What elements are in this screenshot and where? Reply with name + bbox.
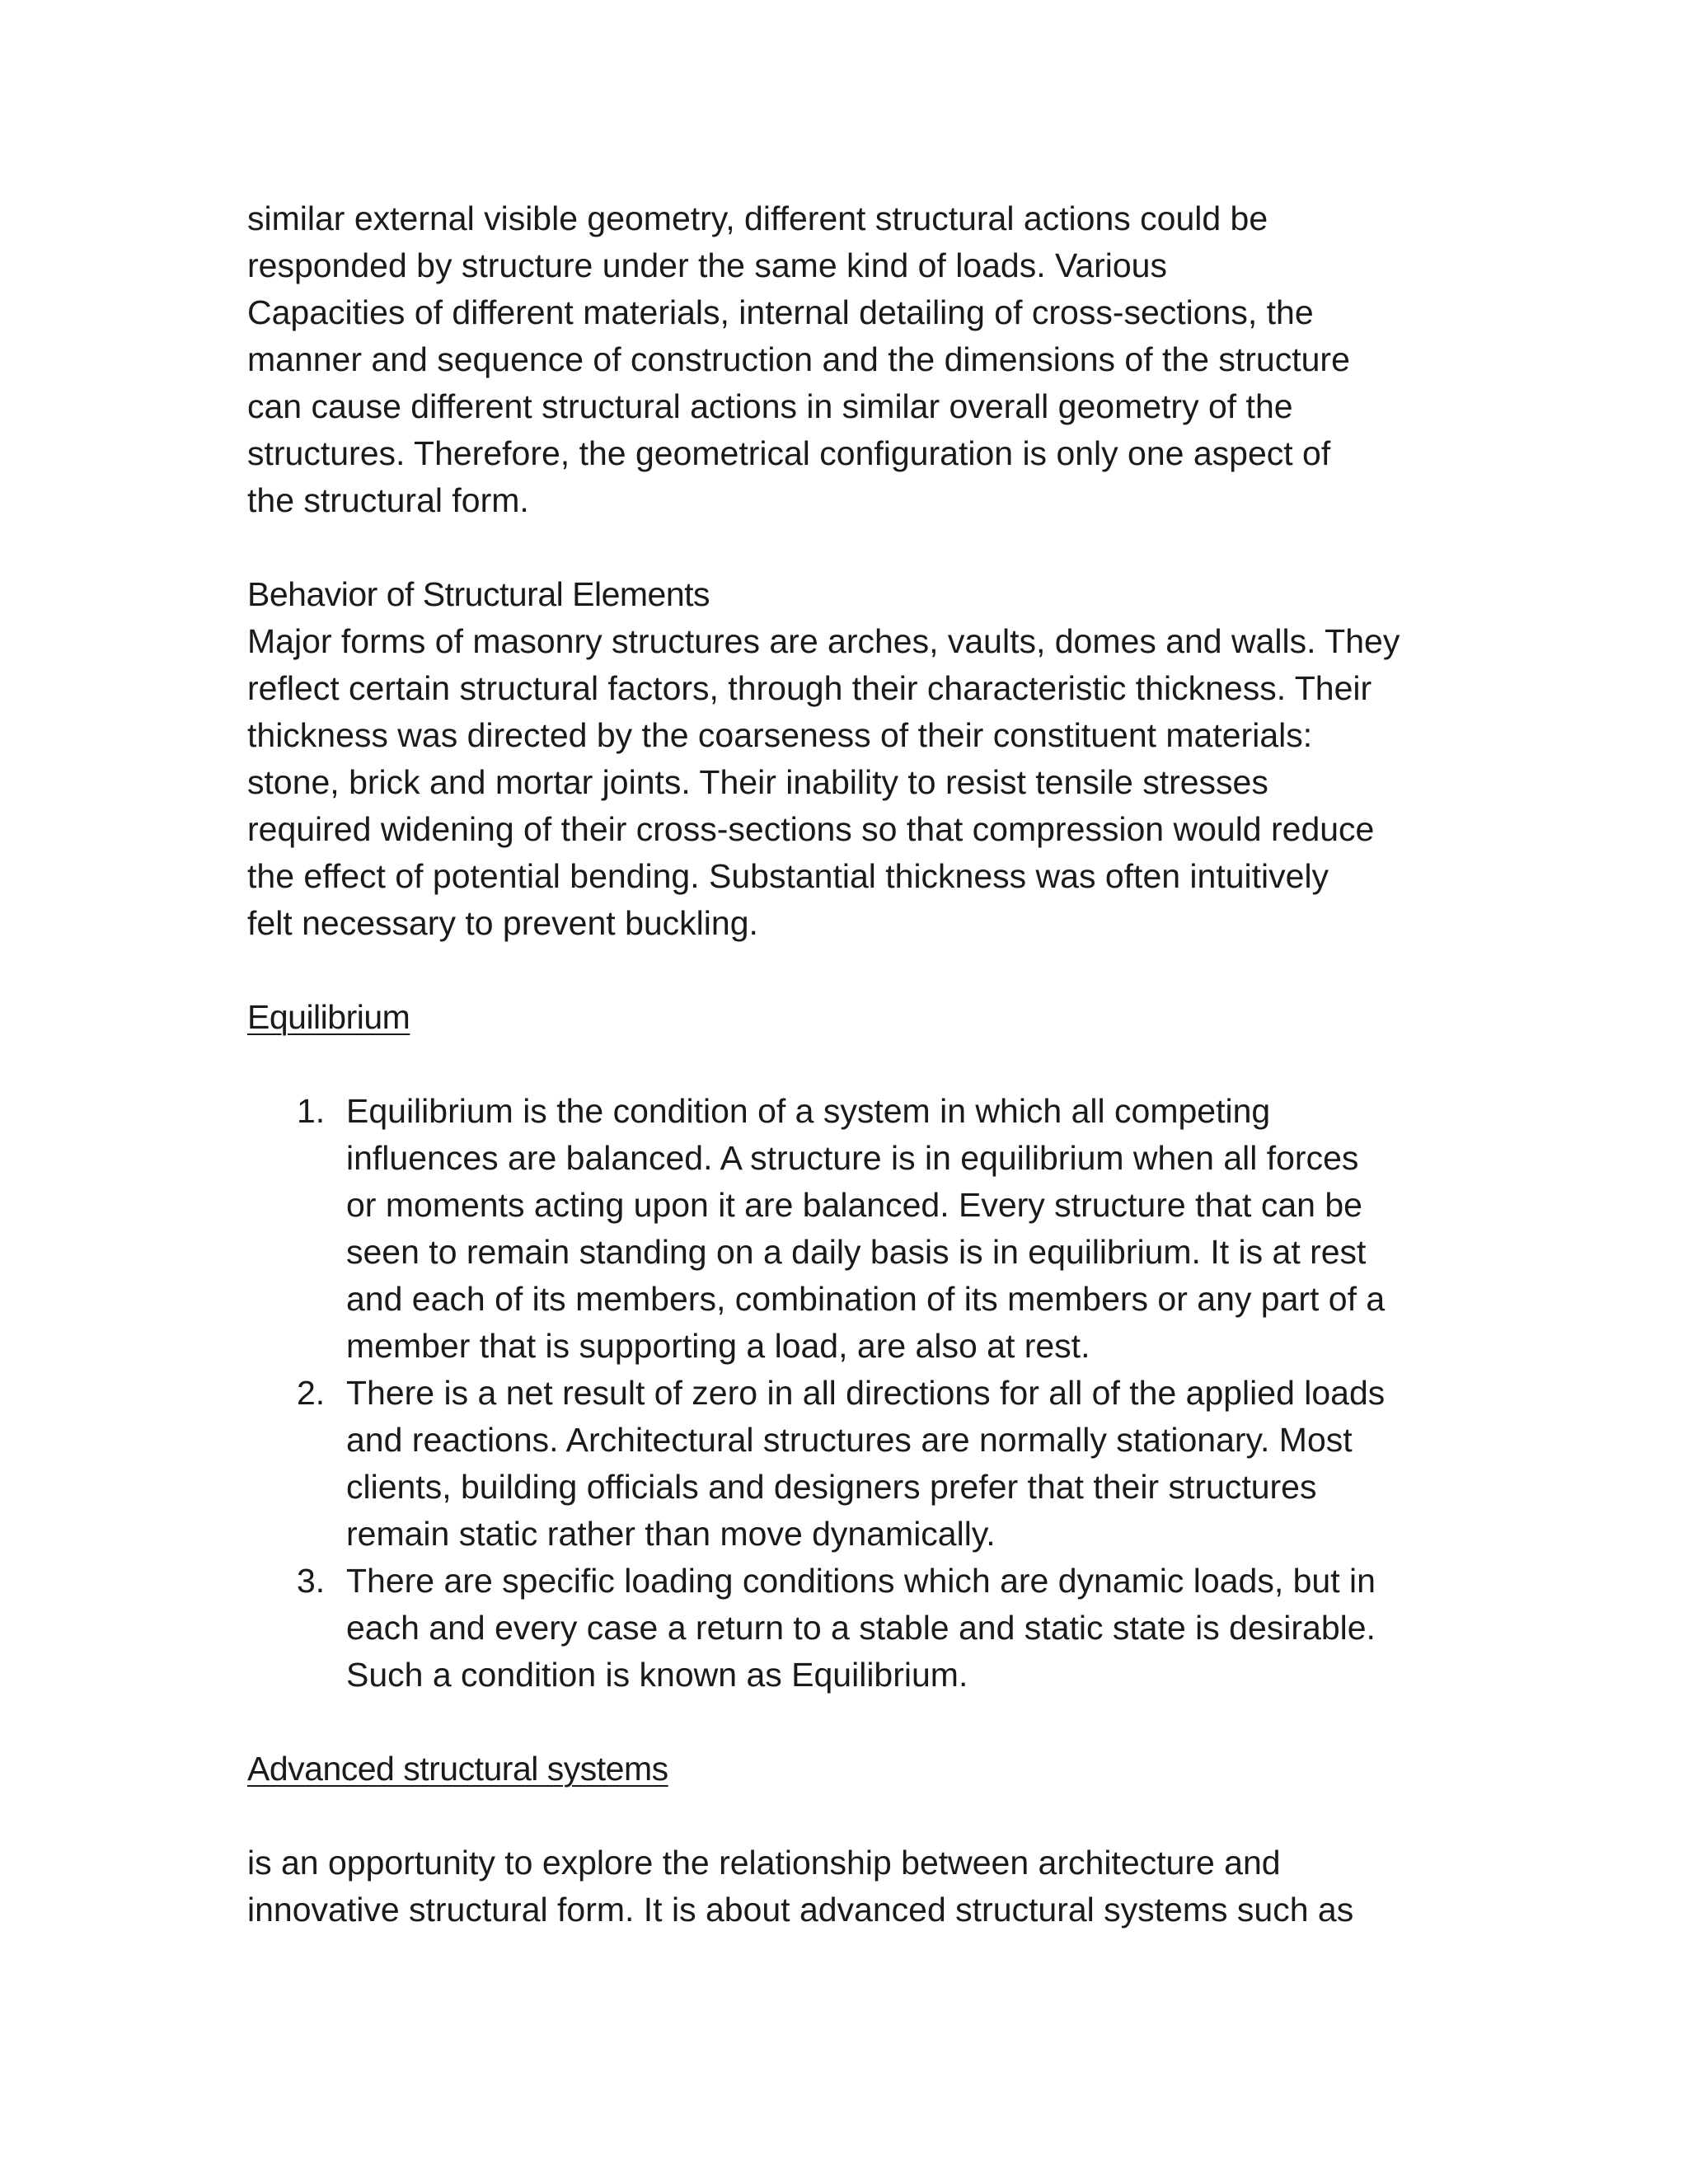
advanced-section: [247, 1746, 1451, 1933]
list-line: and each of its members, combination of its members or any part of a: [346, 1280, 1386, 1318]
paragraph-line: required widening of their cross-sections so that compression would reduce: [247, 810, 1375, 848]
list-line: seen to remain standing on a daily basis is in equilibrium. It is at rest: [346, 1233, 1367, 1271]
paragraph-line: responded by structure under the same kind of loads. Various: [247, 246, 1167, 284]
paragraph-line: Capacities of different materials, internal detailing of cross-sections, the: [247, 293, 1314, 331]
equilibrium-section: [247, 994, 1451, 1699]
list-line: or moments acting upon it are balanced. Every structure that can be: [346, 1186, 1362, 1224]
paragraph-line: can cause different structural actions in similar overall geometry of the: [247, 387, 1293, 425]
list-item: [247, 1370, 1451, 1558]
list-item: [247, 1088, 1451, 1370]
list-number: 1.: [297, 1092, 326, 1130]
advanced-heading: Advanced structural systems: [247, 1750, 668, 1788]
document-body: [247, 195, 1451, 1933]
paragraph-line: is an opportunity to explore the relationship between architecture and: [247, 1844, 1281, 1882]
equilibrium-heading: Equilibrium: [247, 998, 410, 1036]
list-line: There is a net result of zero in all directions for all of the applied loads: [346, 1374, 1386, 1412]
list-line: Equilibrium is the condition of a system in which all competing: [346, 1092, 1271, 1130]
paragraph-line: innovative structural form. It is about advanced structural systems such as: [247, 1891, 1354, 1929]
list-number: 3.: [297, 1562, 326, 1600]
intro-paragraph: [247, 195, 1451, 524]
paragraph-line: manner and sequence of construction and the dimensions of the structure: [247, 340, 1350, 378]
list-number: 2.: [297, 1374, 326, 1412]
paragraph-line: felt necessary to prevent buckling.: [247, 904, 758, 942]
list-line: and reactions. Architectural structures are normally stationary. Most: [346, 1421, 1353, 1459]
paragraph-line: thickness was directed by the coarseness of their constituent materials:: [247, 716, 1313, 754]
paragraph-line: structures. Therefore, the geometrical configuration is only one aspect of: [247, 434, 1331, 472]
list-line: There are specific loading conditions which are dynamic loads, but in: [346, 1562, 1376, 1600]
behavior-section: [247, 571, 1451, 947]
equilibrium-list: [247, 1088, 1451, 1699]
list-line: influences are balanced. A structure is in equilibrium when all forces: [346, 1139, 1359, 1177]
list-line: Such a condition is known as Equilibrium.: [346, 1656, 968, 1694]
paragraph-line: the structural form.: [247, 481, 529, 519]
spacer: [247, 1793, 1451, 1840]
list-item: [247, 1558, 1451, 1699]
paragraph-line: the effect of potential bending. Substantial thickness was often intuitively: [247, 857, 1329, 895]
paragraph-line: Major forms of masonry structures are arches, vaults, domes and walls. They: [247, 622, 1400, 660]
list-line: each and every case a return to a stable and static state is desirable.: [346, 1609, 1376, 1647]
spacer: [247, 1699, 1451, 1746]
paragraph-line: similar external visible geometry, different structural actions could be: [247, 199, 1268, 237]
list-line: clients, building officials and designers prefer that their structures: [346, 1468, 1317, 1506]
paragraph-line: stone, brick and mortar joints. Their inability to resist tensile stresses: [247, 763, 1268, 801]
spacer: [247, 1041, 1451, 1088]
behavior-heading: Behavior of Structural Elements: [247, 575, 710, 613]
paragraph-line: reflect certain structural factors, through their characteristic thickness. Their: [247, 669, 1372, 707]
list-line: remain static rather than move dynamically.: [346, 1515, 996, 1553]
spacer: [247, 947, 1451, 994]
spacer: [247, 524, 1451, 571]
list-line: member that is supporting a load, are also at rest.: [346, 1327, 1090, 1365]
